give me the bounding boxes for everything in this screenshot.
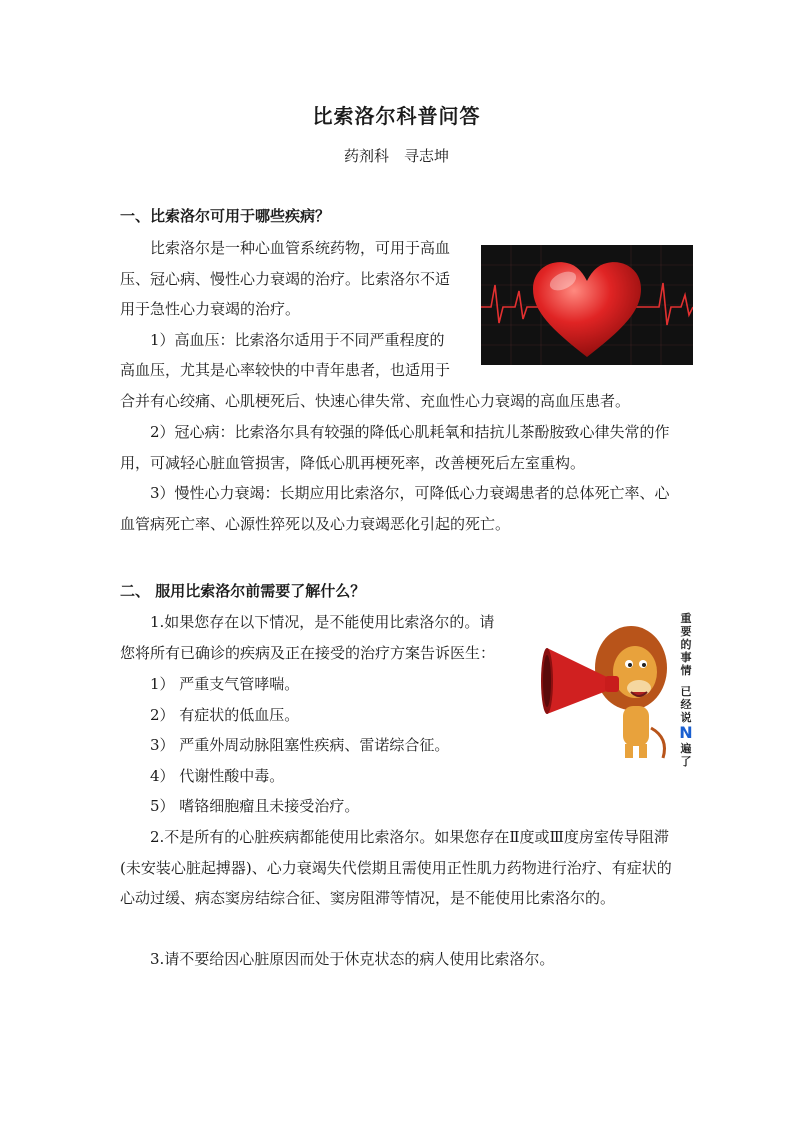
heart-ecg-image: [481, 245, 693, 365]
hypertension-line: 高血压，尤其是心率较快的中青年患者，也适用于: [120, 361, 451, 379]
contraindication-list: [150, 669, 449, 822]
section1-heading: 一、比索洛尔可用于哪些疾病？: [120, 207, 331, 225]
list-item: 1） 严重支气管哮喘。: [150, 675, 300, 693]
intro-line: 压、冠心病、慢性心力衰竭的治疗。比索洛尔不适: [120, 269, 451, 288]
section2-heading: 二、 服用比索洛尔前需要了解什么？: [120, 582, 366, 600]
lion-megaphone-image: [539, 608, 695, 778]
intro-line: 比索洛尔是一种心血管系统药物，可用于高血: [150, 239, 451, 257]
list-item: 4） 代谢性酸中毒。: [150, 766, 285, 785]
contraindication-intro: [120, 607, 540, 668]
caption-n: N: [679, 723, 693, 742]
page-title: 比索洛尔科普问答: [312, 104, 481, 128]
caption-line: 已经说: [680, 685, 692, 724]
heart-failure-paragraph: 3）慢性心力衰竭：长期应用比索洛尔，可降低心力衰竭患者的总体死亡率、心血管病死亡率、心源性猝死以及心力衰竭恶化引起的死亡。: [120, 484, 670, 533]
coronary-paragraph: 2）冠心病：比索洛尔具有较强的降低心肌耗氧和拮抗儿茶酚胺致心律失常的作用，可减轻心脏血管损害，降低心肌再梗死率，改善梗死后左室重构。: [120, 423, 670, 472]
section1-intro: [120, 233, 480, 386]
contraindication-line: 您将所有已确诊的疾病及正在接受的治疗方案告诉医生：: [120, 643, 496, 662]
list-item: 5） 嗜铬细胞瘤且未接受治疗。: [150, 797, 360, 815]
contraindication-line: 1.如果您存在以下情况，是不能使用比索洛尔的。请: [150, 613, 495, 631]
list-item: 2） 有症状的低血压。: [150, 705, 300, 724]
lion-caption: [678, 612, 694, 768]
caption-line: 遍了: [680, 742, 692, 768]
intro-line: 用于急性心力衰竭的治疗。: [120, 300, 301, 318]
caption-line: 重要的事情: [680, 612, 692, 677]
hypertension-line: 1）高血压：比索洛尔适用于不同严重程度的: [150, 330, 445, 349]
list-item: 3） 严重外周动脉阻塞性疾病、雷诺综合征。: [150, 736, 450, 754]
heart-disease-paragraph: 2.不是所有的心脏疾病都能使用比索洛尔。如果您存在Ⅱ度或Ⅲ度房室传导阻滞(未安装心脏起搏器)、心力衰竭失代偿期且需使用正性肌力药物进行治疗、有症状的心动过缓、病态窦房结综合征、窦房阻滞等情况，是不能使用比索洛尔的。: [120, 828, 672, 907]
shock-paragraph: 3.请不要给因心脏原因而处于休克状态的病人使用比索洛尔。: [150, 950, 555, 968]
author-line: 药剂科 寻志坤: [343, 147, 449, 165]
hypertension-line: 合并有心绞痛、心肌梗死后、快速心律失常、充血性心力衰竭的高血压患者。: [120, 392, 631, 410]
